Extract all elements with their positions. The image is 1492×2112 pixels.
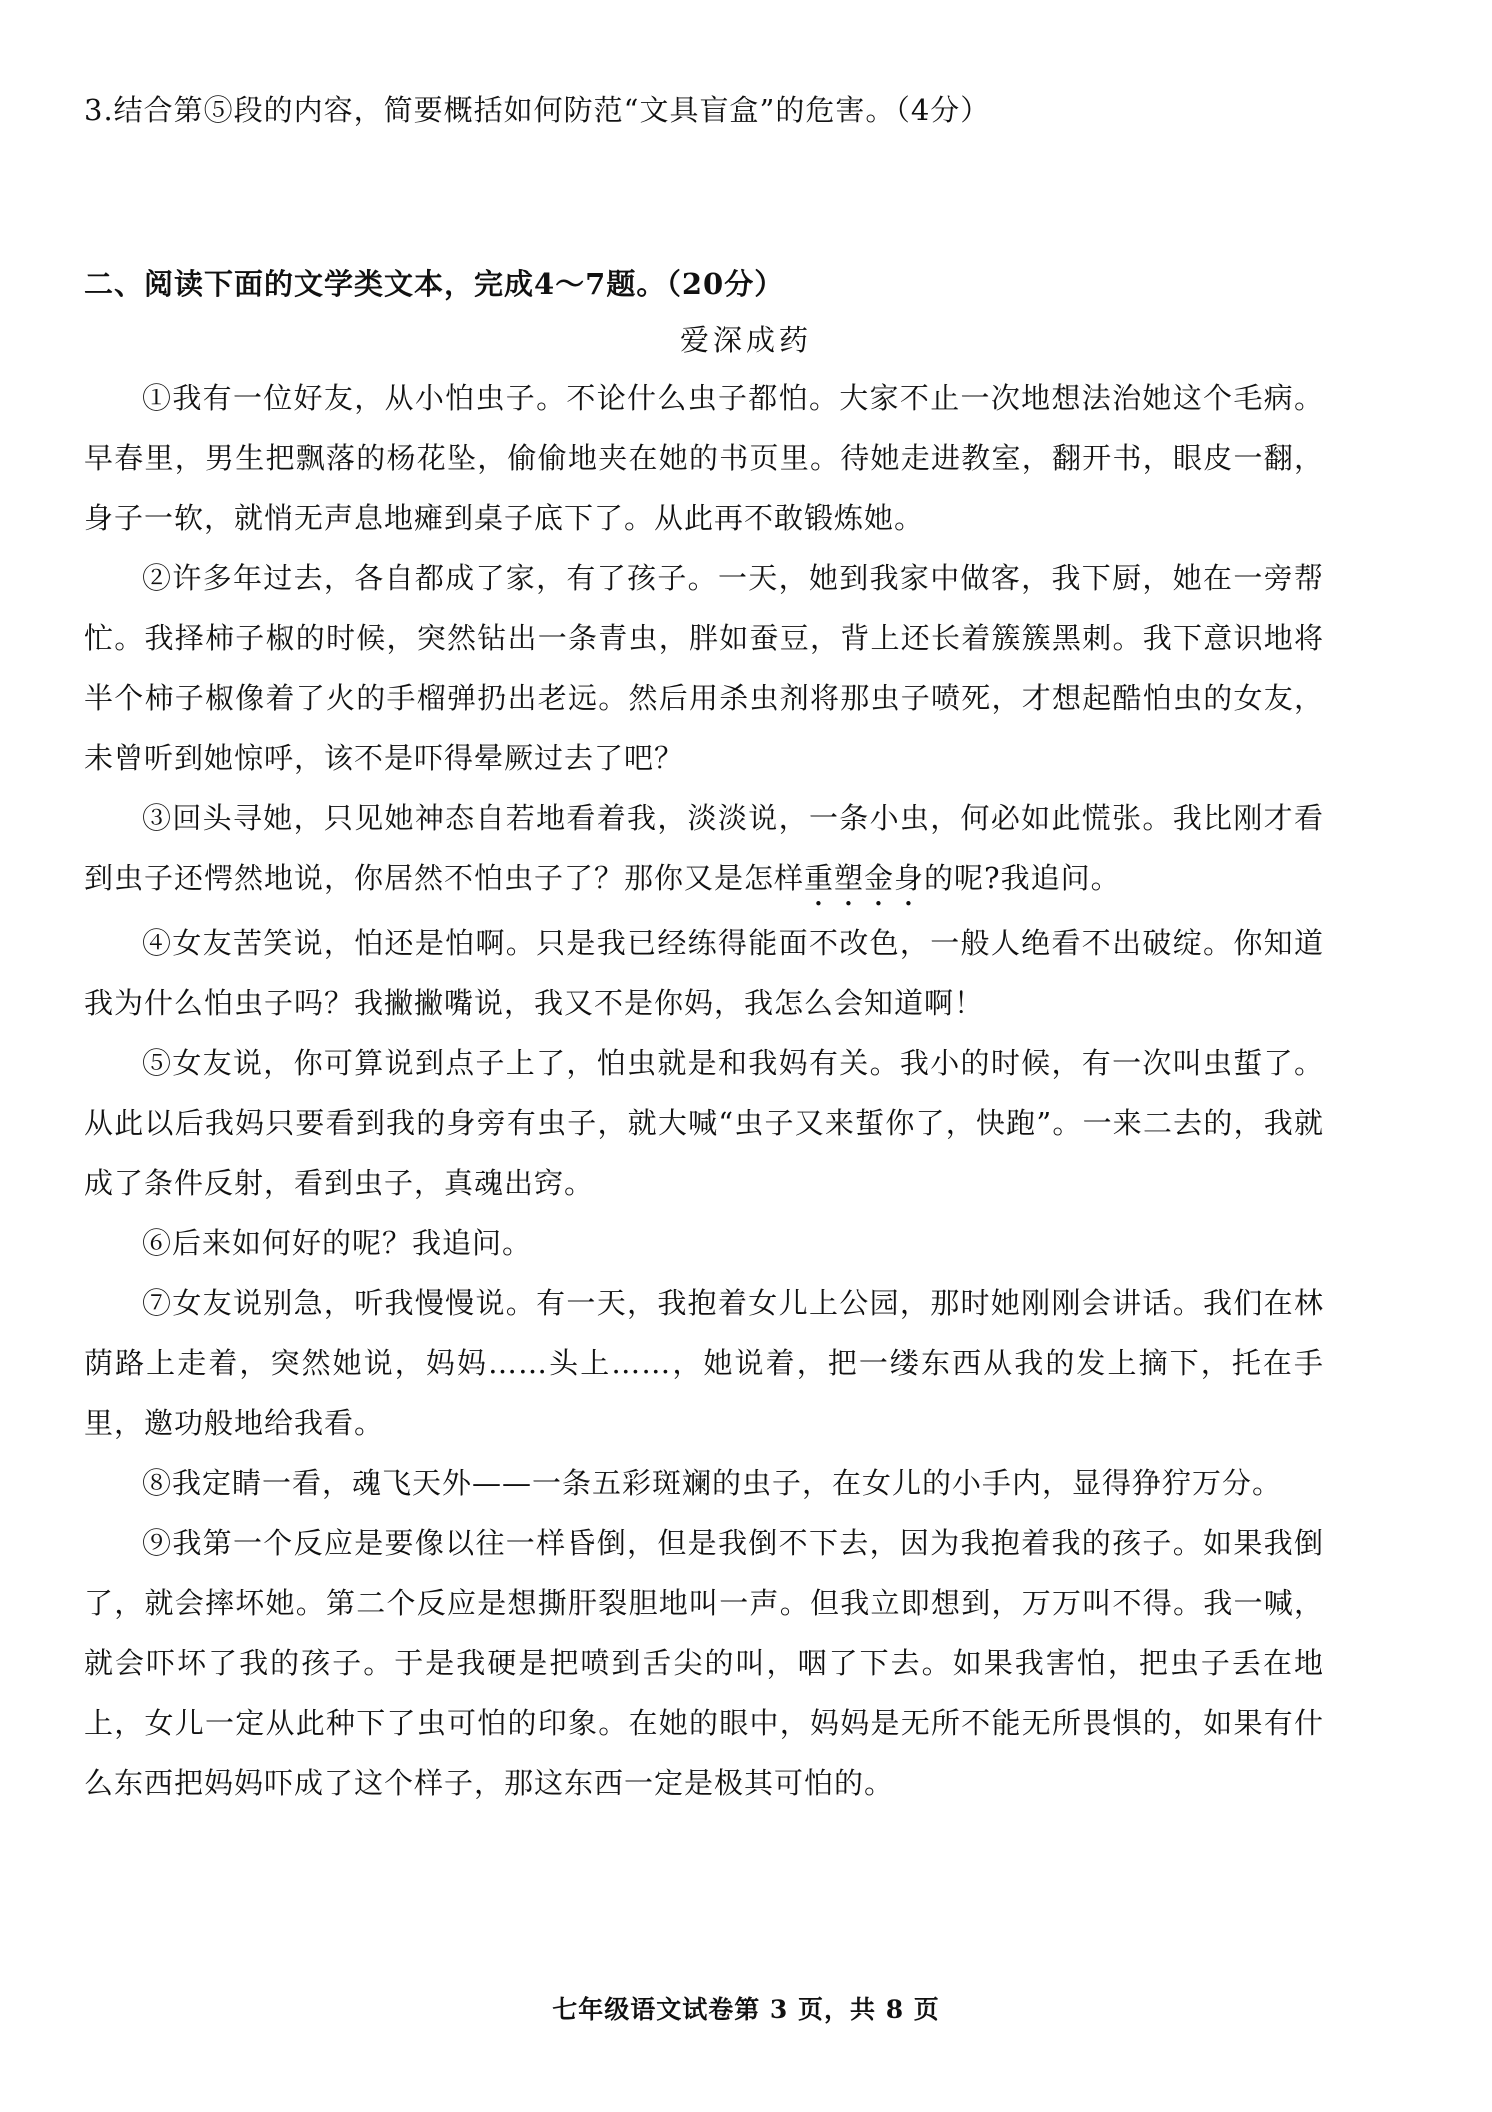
paragraph-1: ①我有一位好友，从小怕虫子。不论什么虫子都怕。大家不止一次地想法治她这个毛病。早春里，男生把飘落的杨花坠，偷偷地夹在她的书页里。待她走进教室，翻开书，眼皮一翻，身子一软，就悄无声息地瘫到桌子底下了。从此再不敢锻炼她。 bbox=[84, 381, 1324, 535]
paragraph-2: ②许多年过去，各自都成了家，有了孩子。一天，她到我家中做客，我下厨，她在一旁帮忙。我择柿子椒的时候，突然钻出一条青虫，胖如蚕豆，背上还长着簇簇黑刺。我下意识地将半个柿子椒像着了火的手榴弹扔出老远。然后用杀虫剂将那虫子喷死，才想起酷怕虫的女友，未曾听到她惊呼，该不是吓得晕厥过去了吧？ bbox=[84, 561, 1324, 775]
paragraph-3 bbox=[84, 788, 1324, 913]
paragraph-3-text-after: 的呢?我追问。 bbox=[924, 861, 1121, 895]
paragraph-8: ⑧我定睛一看，魂飞天外——一条五彩斑斓的虫子，在女儿的小手内，显得狰狞万分。 bbox=[142, 1466, 1283, 1500]
paragraph-4: ④女友苦笑说，怕还是怕啊。只是我已经练得能面不改色，一般人绝看不出破绽。你知道我为什么怕虫子吗？我撇撇嘴说，我又不是你妈，我怎么会知道啊！ bbox=[84, 926, 1324, 1020]
paragraph-5: ⑤女友说，你可算说到点子上了，怕虫就是和我妈有关。我小的时候，有一次叫虫蜇了。从此以后我妈只要看到我的身旁有虫子，就大喊“虫子又来蜇你了，快跑”。一来二去的，我就成了条件反射，看到虫子，真魂出窍。 bbox=[84, 1046, 1324, 1200]
question-3: 3.结合第⑤段的内容，简要概括如何防范“文具盲盒”的危害。（4分） bbox=[84, 93, 991, 127]
paragraph-9: ⑨我第一个反应是要像以往一样昏倒，但是我倒不下去，因为我抱着我的孩子。如果我倒了，就会摔坏她。第二个反应是想撕肝裂胆地叫一声。但我立即想到，万万叫不得。我一喊，就会吓坏了我的孩子。于是我硬是把喷到舌尖的叫，咽了下去。如果我害怕，把虫子丢在地上，女儿一定从此种下了虫可怕的印象。在她的眼中，妈妈是无所不能无所畏惧的，如果有什么东西把妈妈吓成了这个样子，那这东西一定是极其可怕的。 bbox=[84, 1526, 1324, 1800]
page-footer: 七年级语文试卷第 3 页，共 8 页 bbox=[552, 1995, 940, 2024]
passage-title: 爱深成药 bbox=[679, 323, 812, 357]
paragraph-3-text-before: ③回头寻她，只见她神态自若地看着我，淡淡说，一条小虫，何必如此慌张。我比刚才看到虫子还愕然地说，你居然不怕虫子了？那你又是怎样 bbox=[84, 801, 1324, 895]
passage-body bbox=[84, 368, 1324, 1813]
emphasized-phrase: 重塑金身 bbox=[804, 861, 925, 895]
section-2-heading: 二、阅读下面的文学类文本，完成4～7题。（20分） bbox=[84, 267, 785, 301]
paragraph-6: ⑥后来如何好的呢？我追问。 bbox=[142, 1226, 533, 1260]
paragraph-7: ⑦女友说别急，听我慢慢说。有一天，我抱着女儿上公园，那时她刚刚会讲话。我们在林荫路上走着，突然她说，妈妈……头上……，她说着，把一缕东西从我的发上摘下，托在手里，邀功般地给我看。 bbox=[84, 1286, 1324, 1440]
